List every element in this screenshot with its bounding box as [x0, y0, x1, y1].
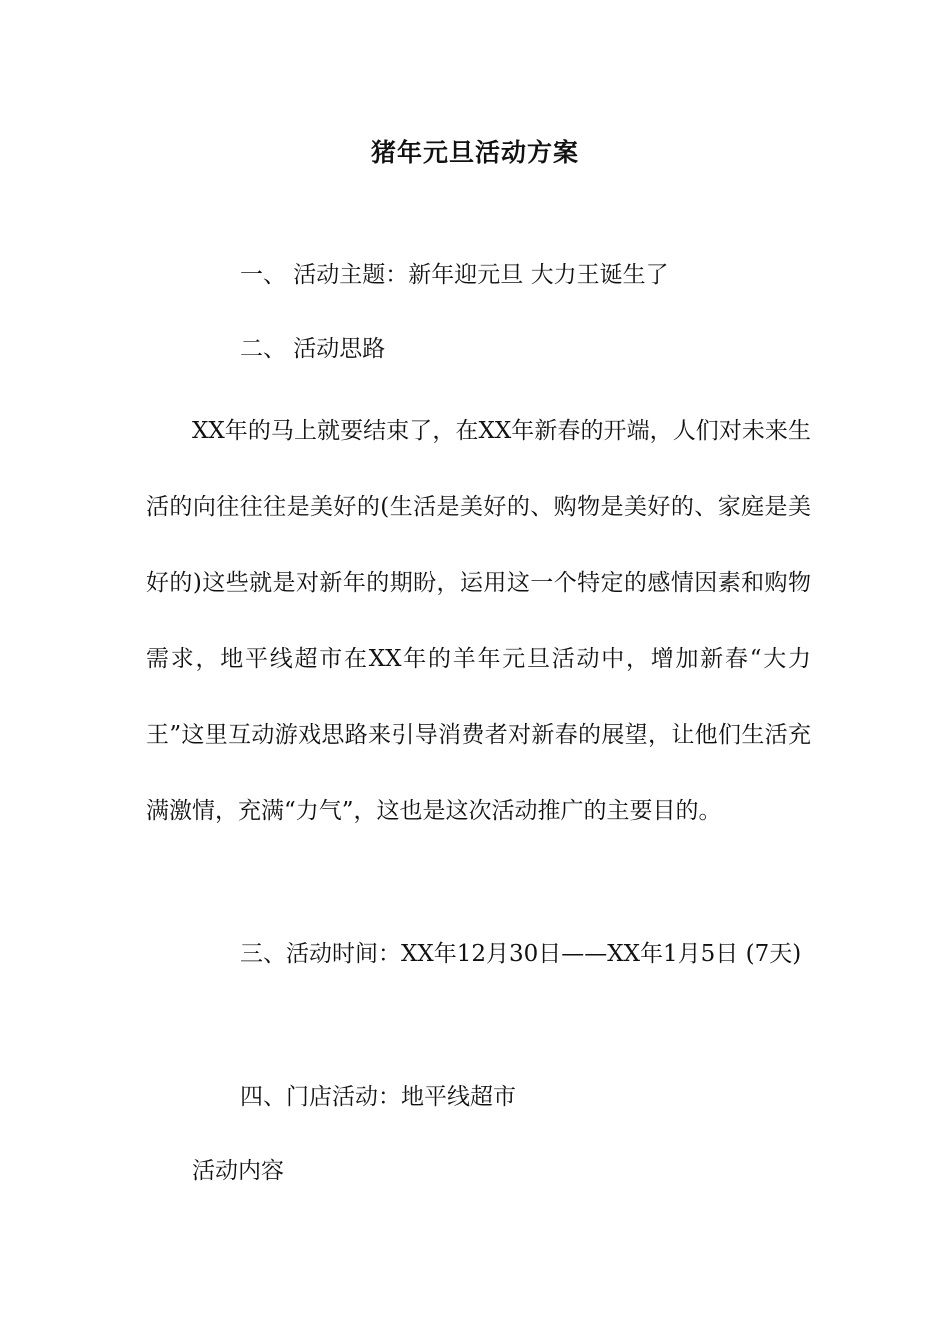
section-approach: 二、 活动思路	[240, 336, 386, 362]
approach-paragraph: XX年的马上就要结束了，在XX年新春的开端，人们对未来生活的向往往往是美好的(生活是美好的、购物是美好的、家庭是美好的)这些就是对新年的期盼，运用这一个特定的感情因素和购物需求，地平线超市在XX年的羊年元旦活动中，增加新春“大力王”这里互动游戏思路来引导消费者对新春的展望，让他们生活充满激情，充满“力气”，这也是这次活动推广的主要目的。	[146, 418, 811, 824]
section-theme: 一、 活动主题：新年迎元旦 大力王诞生了	[240, 262, 669, 288]
activity-content-label: 活动内容	[192, 1158, 284, 1184]
document-title: 猪年元旦活动方案	[370, 138, 579, 167]
section-store: 四、门店活动：地平线超市	[240, 1084, 516, 1110]
section-time: 三、活动时间：XX年12月30日——XX年1月5日 (7天)	[240, 941, 802, 967]
